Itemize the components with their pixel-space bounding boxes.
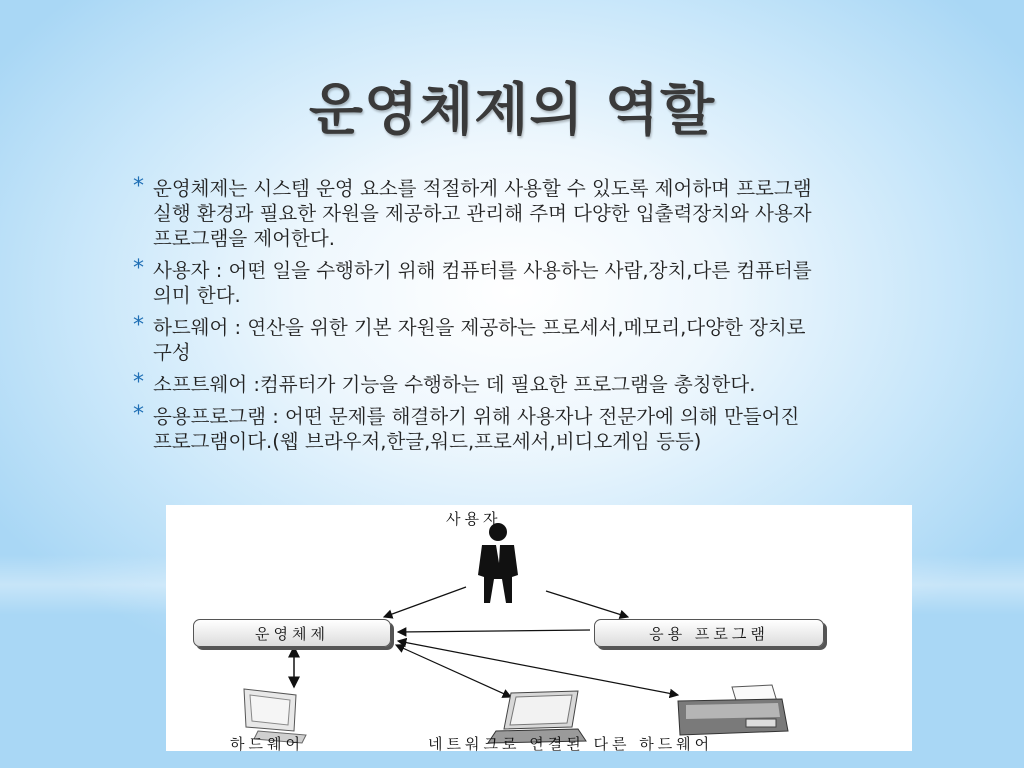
bullet-item bbox=[133, 372, 823, 397]
bullet-marker: * bbox=[133, 256, 144, 281]
hardware-label: 하드웨어 bbox=[230, 735, 304, 753]
bullet-marker: * bbox=[133, 174, 144, 199]
bullet-item bbox=[133, 315, 823, 365]
bullet-list bbox=[133, 176, 823, 461]
bullet-text: 사용자 : 어떤 일을 수행하기 위해 컴퓨터를 사용하는 사람,장치,다른 컴퓨터를 의미 한다. bbox=[153, 259, 812, 307]
bullet-marker: * bbox=[133, 402, 144, 427]
slide-title: 운영체제의 역할 bbox=[308, 78, 716, 143]
person-icon bbox=[478, 523, 518, 603]
bullet-item bbox=[133, 404, 823, 454]
arrow-app-to-os bbox=[398, 630, 590, 632]
bullet-text: 하드웨어 : 연산을 위한 기본 자원을 제공하는 프로세서,메모리,다양한 장치로 구성 bbox=[153, 316, 806, 364]
bullet-item bbox=[133, 258, 823, 308]
arrow-os-printer bbox=[398, 641, 678, 695]
bullet-text: 운영체제는 시스템 운영 요소를 적절하게 사용할 수 있도록 제어하며 프로그램 실행 환경과 필요한 자원을 제공하고 관리해 주며 다양한 입출력장치와 사용자 프로그램을 제어한다. bbox=[153, 177, 812, 250]
arrow-user-to-os bbox=[384, 587, 466, 617]
bullet-text: 소프트웨어 :컴퓨터가 기능을 수행하는 데 필요한 프로그램을 총칭한다. bbox=[153, 373, 756, 396]
bullet-text: 응용프로그램 : 어떤 문제를 해결하기 위해 사용자나 전문가에 의해 만들어진 프로그램이다.(웹 브라우저,한글,워드,프로세서,비디오게임 등등) bbox=[153, 405, 800, 453]
printer-icon bbox=[678, 685, 788, 735]
arrow-os-laptop bbox=[396, 645, 511, 697]
app-box: 응용 프로그램 bbox=[594, 619, 824, 647]
arrow-user-to-app bbox=[546, 591, 628, 617]
user-label: 사용자 bbox=[446, 510, 502, 528]
network-hardware-label: 네트워크로 연결된 다른 하드웨어 bbox=[428, 735, 714, 753]
bullet-marker: * bbox=[133, 313, 144, 338]
bullet-item bbox=[133, 176, 823, 251]
os-role-diagram bbox=[166, 505, 912, 751]
os-box: 운영체제 bbox=[193, 619, 391, 647]
bullet-marker: * bbox=[133, 370, 144, 395]
